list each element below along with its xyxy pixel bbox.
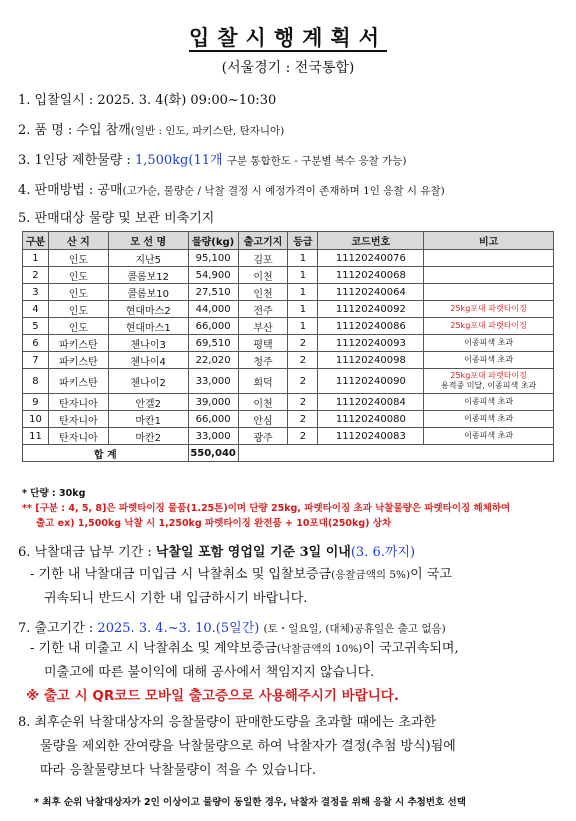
row-quantity: 39,000 [188,394,238,411]
row-remarks [424,335,554,352]
section-7-label: 7. 출고기간 : [18,621,94,636]
row-grade: 2 [288,335,318,352]
table-row [23,352,554,369]
row-depot: 회덕 [238,369,288,394]
row-depot: 이천 [238,394,288,411]
row-remarks [424,428,554,445]
row-remarks-line: 이종피색 초과 [464,397,514,406]
row-grade: 1 [288,318,318,335]
row-number: 4 [23,301,49,318]
row-origin: 인도 [48,267,108,284]
row-code: 11120240076 [318,250,424,267]
row-vessel: 마칸2 [108,428,188,445]
section-2-detail: (일반 : 인도, 파키스탄, 탄자니아) [130,125,285,137]
header-depot: 출고기지 [238,232,288,250]
row-vessel: 마칸1 [108,411,188,428]
row-code: 11120240083 [318,428,424,445]
row-code: 11120240080 [318,411,424,428]
document-title: 입찰시행계획서 [188,25,387,50]
row-vessel: 현대마스2 [108,301,188,318]
header-remarks: 비고 [424,232,554,250]
row-number: 1 [23,250,49,267]
row-grade: 1 [288,267,318,284]
row-depot: 김포 [238,250,288,267]
row-remarks-line-2: 용적중 미달, 이종피색 초과 [441,381,537,390]
row-depot: 평택 [238,335,288,352]
row-number: 2 [23,267,49,284]
row-remarks-line: 25kg포대 파렛타이징 [450,371,527,380]
row-vessel: 현대마스1 [108,318,188,335]
table-row [23,428,554,445]
table-row [23,250,554,267]
footnote-pallet-b: 출고 ex) 1,500kg 낙찰 시 1,250kg 파렛타이징 완전품 + 10포대(250kg) 상차 [36,518,392,529]
total-label: 합 계 [23,445,189,462]
total-empty [238,445,553,462]
row-number: 6 [23,335,49,352]
row-quantity: 33,000 [188,428,238,445]
row-code: 11120240093 [318,335,424,352]
section-6-body-line-b: 귀속되니 반드시 기한 내 입금하시기 바랍니다. [44,591,308,606]
row-code: 11120240084 [318,394,424,411]
header-origin: 산 지 [48,232,108,250]
row-code: 11120240086 [318,318,424,335]
row-vessel: 첸나이4 [108,352,188,369]
row-vessel: 첸나이3 [108,335,188,352]
row-depot: 부산 [238,318,288,335]
row-grade: 1 [288,250,318,267]
section-6-payment-period [18,541,415,560]
row-grade: 2 [288,411,318,428]
row-depot: 인천 [238,284,288,301]
qr-code-notice: ※ 출고 시 QR코드 모바일 출고증으로 사용해주시기 바랍니다. [26,688,399,704]
row-remarks-line: 이종피색 초과 [464,431,514,440]
section-7-value: 2025. 3. 4.~3. 10.(5일간) [97,621,260,636]
table-row [23,411,554,428]
row-depot: 광주 [238,428,288,445]
header-quantity: 물량(kg) [188,232,238,250]
table-row [23,267,554,284]
footnote-pallet-a: ** [구분 : 4, 5, 8]은 파렛타이징 물품(1.25톤)이며 단량 25kg, 파렛타이징 초과 낙찰물량은 파렛타이징 해체하여 [22,503,511,514]
row-origin: 파키스탄 [48,369,108,394]
section-2-label: 2. 품 명 : 수입 참깨 [18,123,131,138]
row-remarks [424,250,554,267]
row-vessel: 콜롬보12 [108,267,188,284]
row-remarks [424,301,554,318]
row-origin: 탄자니아 [48,428,108,445]
row-remarks [424,284,554,301]
row-vessel: 콜롬보10 [108,284,188,301]
row-remarks [424,318,554,335]
row-remarks-line: 이종피색 초과 [464,338,514,347]
row-origin: 파키스탄 [48,335,108,352]
section-7-body-line-b: 미출고에 따른 불이익에 대해 공사에서 책임지지 않습니다. [44,665,375,680]
row-grade: 2 [288,394,318,411]
section-6-value: 낙찰일 포함 영업일 기준 3일 이내 [155,545,351,560]
section-1-value: 2025. 3. 4(화) 09:00~10:30 [97,93,277,108]
section-3-label: 3. 1인당 제한물량 : [18,153,131,168]
section-3-detail: 구분 통합한도 - 구분별 복수 응찰 가능) [226,155,407,167]
row-grade: 1 [288,301,318,318]
table-row [23,318,554,335]
section-8-line-b: 물량을 제외한 잔여량을 낙찰물량으로 하여 낙찰자가 결정(추첨 방식)됨에 [40,739,456,754]
row-grade: 2 [288,352,318,369]
footnote-unit-weight: * 단량 : 30kg [22,488,86,499]
header-code: 코드번호 [318,232,424,250]
row-origin: 탄자니아 [48,394,108,411]
row-grade: 2 [288,428,318,445]
section-3-value: 1,500kg(11개 [134,153,223,168]
row-remarks [424,352,554,369]
section-4-sale-method [18,179,445,198]
row-quantity: 69,510 [188,335,238,352]
table-total-row [23,445,554,462]
section-6-body-line-a: - 기한 내 낙찰대금 미입금 시 낙찰취소 및 입찰보증금(응찰금액의 5%)이 국고 [30,567,452,582]
section-7-release-period [18,617,446,636]
row-number: 9 [23,394,49,411]
row-origin: 인도 [48,284,108,301]
table-row [23,394,554,411]
row-quantity: 44,000 [188,301,238,318]
total-quantity: 550,040 [188,445,238,462]
header-no: 구분 [23,232,49,250]
row-number: 8 [23,369,49,394]
row-number: 11 [23,428,49,445]
table-row [23,301,554,318]
section-7-detail: (토・일요일, (대체)공휴일은 출고 없음) [263,623,446,635]
row-origin: 인도 [48,301,108,318]
row-code: 11120240064 [318,284,424,301]
row-remarks-line: 이종피색 초과 [464,355,514,364]
row-code: 11120240068 [318,267,424,284]
section-1-bid-datetime [18,89,276,108]
row-remarks [424,267,554,284]
section-4-detail: (고가순, 물량순 / 낙찰 결정 시 예정가격이 존재하며 1인 응찰 시 유찰) [122,185,445,197]
header-grade: 등급 [288,232,318,250]
document-subtitle: (서울경기 : 전국통합) [221,60,355,76]
section-5-label: 5. 판매대상 물량 및 보관 비축기지 [18,211,215,226]
row-depot: 안심 [238,411,288,428]
row-quantity: 33,000 [188,369,238,394]
row-quantity: 66,000 [188,411,238,428]
section-6-label: 6. 낙찰대금 납부 기간 : [18,545,152,560]
section-4-label: 4. 판매방법 : 공매 [18,183,123,198]
row-quantity: 95,100 [188,250,238,267]
row-quantity: 54,900 [188,267,238,284]
row-number: 10 [23,411,49,428]
row-remarks [424,394,554,411]
section-2-item-name [18,119,284,138]
row-origin: 탄자니아 [48,411,108,428]
row-depot: 이천 [238,267,288,284]
table-row [23,335,554,352]
row-quantity: 66,000 [188,318,238,335]
row-origin: 파키스탄 [48,352,108,369]
row-number: 5 [23,318,49,335]
section-7-body-line-a: - 기한 내 미출고 시 낙찰취소 및 계약보증금(낙찰금액의 10%)이 국고귀속되며, [30,641,459,656]
section-3-limit [18,149,407,168]
row-vessel: 첸나이2 [108,369,188,394]
row-origin: 인도 [48,318,108,335]
items-table [22,231,554,462]
table-row [23,284,554,301]
row-number: 7 [23,352,49,369]
row-quantity: 22,020 [188,352,238,369]
table-header-row [23,232,554,250]
row-vessel: 지난5 [108,250,188,267]
row-grade: 1 [288,284,318,301]
row-depot: 청주 [238,352,288,369]
row-depot: 전주 [238,301,288,318]
row-code: 11120240092 [318,301,424,318]
section-8-line-a: 8. 최후순위 낙찰대상자의 응찰물량이 판매한도량을 초과할 때에는 초과한 [18,715,437,730]
row-number: 3 [23,284,49,301]
row-vessel: 안겔2 [108,394,188,411]
table-row [23,369,554,394]
header-vessel: 모 선 명 [108,232,188,250]
row-code: 11120240090 [318,369,424,394]
row-remarks [424,411,554,428]
row-quantity: 27,510 [188,284,238,301]
section-8-tiebreak [18,711,558,783]
row-remarks [424,369,554,394]
section-8-line-c: 따라 응찰물량보다 낙찰물량이 적을 수 있습니다. [40,763,316,778]
section-1-label: 1. 입찰일시 : [18,93,94,108]
row-remarks-line: 25kg포대 파렛타이징 [450,304,527,313]
section-6-date: (3. 6.까지) [350,545,416,560]
row-origin: 인도 [48,250,108,267]
row-remarks-line: 이종피색 초과 [464,414,514,423]
row-grade: 2 [288,369,318,394]
section-7-body [30,637,560,685]
section-6-body [30,563,560,611]
section-5-heading [18,207,214,226]
footnote-lottery: * 최후 순위 낙찰대상자가 2인 이상이고 물량이 동일한 경우, 낙찰자 결정을 위해 응찰 시 추첨번호 선택 [34,797,466,808]
row-remarks-line: 25kg포대 파렛타이징 [450,321,527,330]
row-code: 11120240098 [318,352,424,369]
